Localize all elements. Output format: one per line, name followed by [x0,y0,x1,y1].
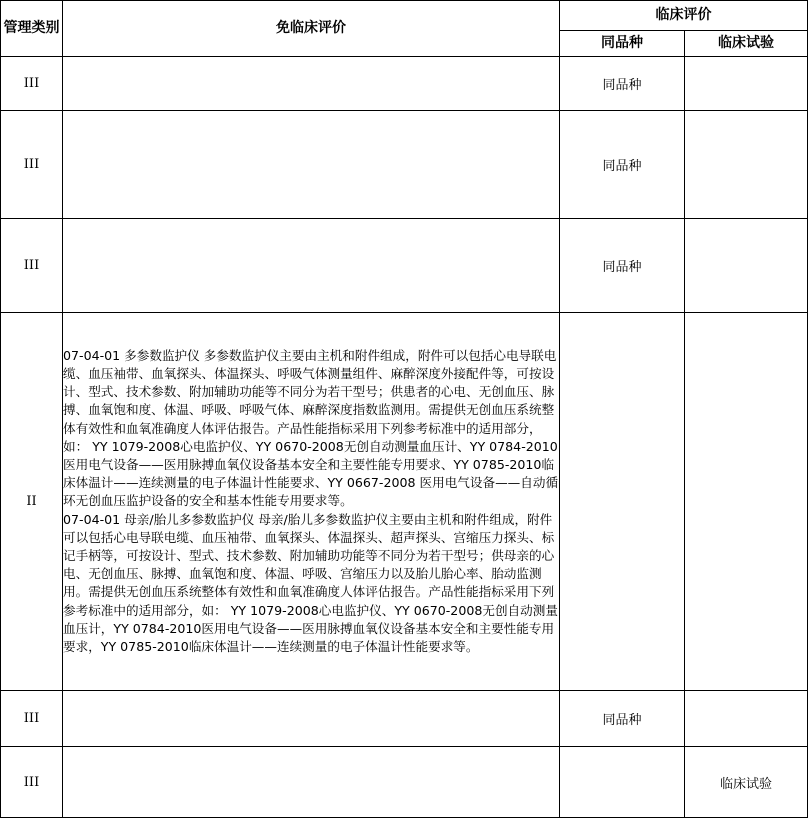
table-row [1,57,808,111]
exempt-cell [63,219,560,313]
exempt-cell [63,747,560,818]
category-cell: III [1,57,63,111]
table-row [1,219,808,313]
header-category: 管理类别 [1,1,63,57]
clinical-trial-cell: 临床试验 [685,747,808,818]
header-clinical-evaluation: 临床评价 [560,1,808,31]
same-variety-cell [560,313,685,691]
exempt-cell [63,691,560,747]
description-paragraph: 07-04-01 多参数监护仪 多参数监护仪主要由主机和附件组成，附件可以包括心电导联电缆、血压袖带、血氧探头、体温探头、呼吸气体测量组件、麻醉深度外接配件等，可按设计、型式、技术参数、附加辅助功能等不同分为若干型号；供患者的心电、无创血压、脉搏、血氧饱和度、体温、呼吸、呼吸气体、麻醉深度指数监测用。需提供无创血压系统整体有效性和血氧准确度人体评估报告。产品性能指标采用下列参考标准中的适用部分，如： YY 1079-2008心电监护仪、YY 0670-2008无创自动测量血压计、YY 0784-2010医用电气设备——医用脉搏血氧仪设备基本安全和主要性能专用要求、YY 0785-2010临床体温计——连续测量的电子体温计性能要求、YY 0667-2008 医用电气设备——自动循环无创血压监护设备的安全和基本性能专用要求等。 [63,347,559,509]
header-same-variety: 同品种 [560,31,685,57]
clinical-trial-cell [685,111,808,219]
same-variety-cell: 同品种 [560,111,685,219]
exempt-description-cell [63,313,560,691]
clinical-trial-cell [685,219,808,313]
exempt-cell [63,57,560,111]
table-row [1,111,808,219]
category-cell: III [1,219,63,313]
description-paragraph: 07-04-01 母亲/胎儿多参数监护仪 母亲/胎儿多参数监护仪主要由主机和附件组成，附件可以包括心电导联电缆、血压袖带、血氧探头、体温探头、超声探头、宫缩压力探头、标记手柄等，可按设计、型式、技术参数、附加辅助功能等不同分为若干型号；供母亲的心电、无创血压、脉搏、血氧饱和度、体温、呼吸、宫缩压力以及胎儿胎心率、胎动监测用。需提供无创血压系统整体有效性和血氧准确度人体评估报告。产品性能指标采用下列参考标准中的适用部分，如： YY 1079-2008心电监护仪、YY 0670-2008无创自动测量血压计，YY 0784-2010医用电气设备——医用脉搏血氧仪设备基本安全和主要性能专用要求，YY 0785-2010临床体温计——连续测量的电子体温计性能要求等。 [63,511,558,655]
clinical-trial-cell [685,313,808,691]
header-exempt-clinical: 免临床评价 [63,1,560,57]
header-clinical-trial: 临床试验 [685,31,808,57]
clinical-trial-cell [685,691,808,747]
table-row [1,313,808,691]
table-row [1,691,808,747]
exempt-cell [63,111,560,219]
same-variety-cell: 同品种 [560,57,685,111]
category-cell: III [1,691,63,747]
category-cell: III [1,747,63,818]
same-variety-cell: 同品种 [560,691,685,747]
same-variety-cell [560,747,685,818]
header-row-top [1,1,808,31]
same-variety-cell: 同品种 [560,219,685,313]
category-cell: II [1,313,63,691]
table-row [1,747,808,818]
clinical-trial-cell [685,57,808,111]
category-cell: III [1,111,63,219]
